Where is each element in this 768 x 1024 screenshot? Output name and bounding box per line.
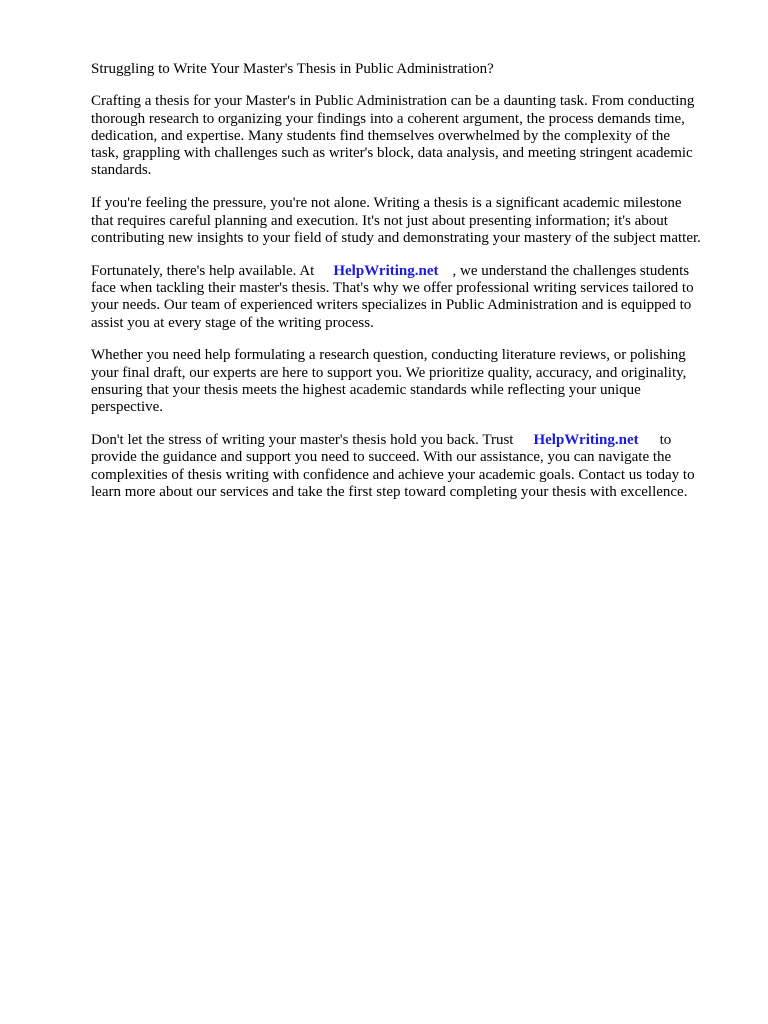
paragraph-help-available [91,263,731,332]
paragraph-services [91,347,731,416]
paragraph-line: learn more about our services and take the first step toward completing your thesis with excellence. [91,483,688,500]
paragraph-line: standards. [91,162,152,179]
line-text: Fortunately, there's help available. At [91,262,315,279]
paragraph-line [91,432,731,449]
paragraph-line: perspective. [91,399,164,416]
paragraph-line: If you're feeling the pressure, you're not alone. Writing a thesis is a significant academic milestone [91,195,682,212]
paragraph-line: Whether you need help formulating a research question, conducting literature reviews, or polishing [91,347,686,364]
line-text: , we understand the challenges students [452,262,690,279]
line-text: Don't let the stress of writing your master's thesis hold you back. Trust [91,432,514,449]
helpwriting-link[interactable]: HelpWriting.net [333,262,439,279]
paragraph-pressure [91,195,731,247]
paragraph-line: dedication, and expertise. Many students find themselves overwhelmed by the complexity of the [91,127,671,144]
paragraph-line: thorough research to organizing your findings into a coherent argument, the process demands time, [91,110,685,127]
paragraph-line: provide the guidance and support you need to succeed. With our assistance, you can navigate the [91,449,672,466]
line-text: to [659,432,672,449]
paragraph-line: task, grappling with challenges such as writer's block, data analysis, and meeting stringent academic [91,145,693,162]
paragraph-line [91,263,731,280]
paragraph-line: Crafting a thesis for your Master's in Public Administration can be a daunting task. From conducting [91,93,695,110]
paragraph-line: that requires careful planning and execution. It's not just about presenting information; it's about [91,212,668,229]
paragraph-line: your needs. Our team of experienced writers specializes in Public Administration and is equipped to [91,297,692,314]
document-body [91,61,731,517]
document-title: Struggling to Write Your Master's Thesis in Public Administration? [91,61,494,77]
paragraph-line: ensuring that your thesis meets the highest academic standards while reflecting your unique [91,381,641,398]
helpwriting-link[interactable]: HelpWriting.net [533,432,639,449]
paragraph-line: assist you at every stage of the writing process. [91,314,374,331]
paragraph-line: contributing new insights to your field of study and demonstrating your mastery of the subject matter. [91,229,701,246]
paragraph-call-to-action [91,432,731,501]
paragraph-line: your final draft, our experts are here to support you. We prioritize quality, accuracy, and originality, [91,364,687,381]
paragraph-line: face when tackling their master's thesis. That's why we offer professional writing services tailored to [91,279,694,296]
paragraph-line: complexities of thesis writing with confidence and achieve your academic goals. Contact us today to [91,466,695,483]
paragraph-intro [91,93,731,179]
